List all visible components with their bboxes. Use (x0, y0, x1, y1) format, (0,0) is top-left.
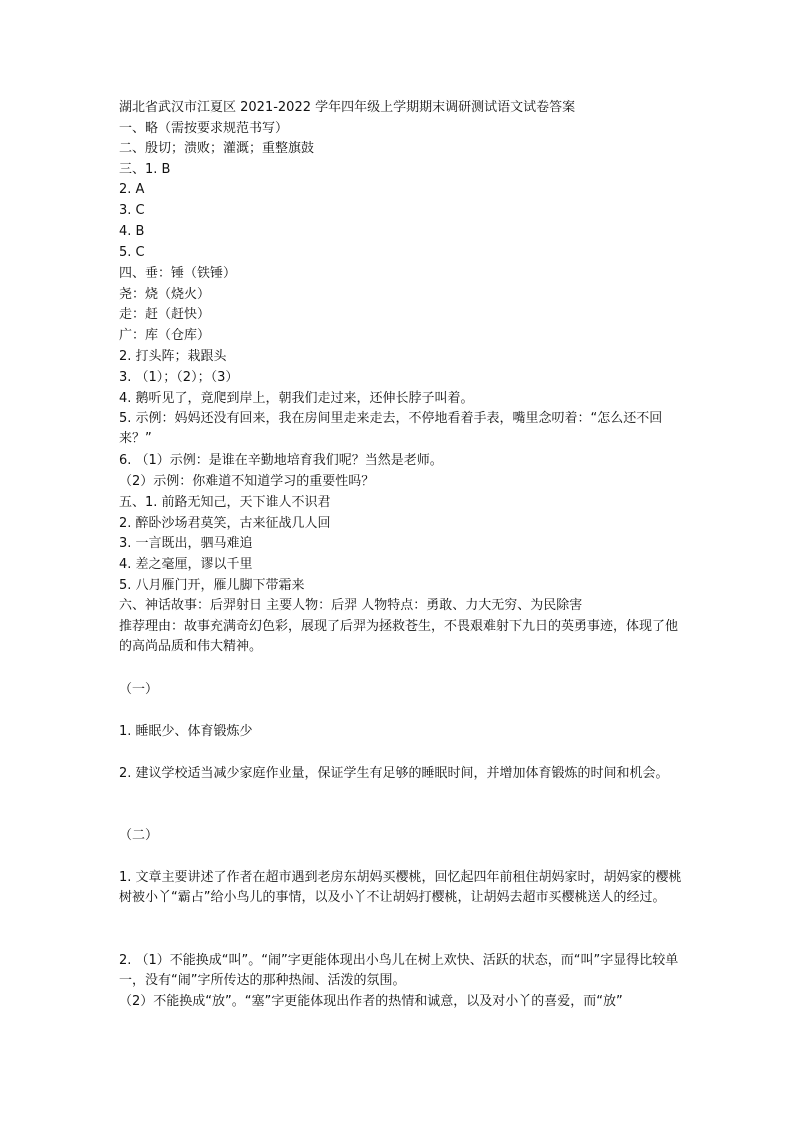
answer-line: （2）不能换成“放”。“塞”字更能体现出作者的热情和诚意，以及对小丫的喜爱，而“放” (119, 994, 623, 1009)
answer-line: 5. C (119, 245, 145, 260)
answer-line: 3. 一言既出，驷马难追 (119, 536, 253, 551)
answer-line: 6. （1）示例：是谁在辛勤地培育我们呢？当然是老师。 (119, 453, 443, 468)
answer-line: 4. 鹅听见了，竟爬到岸上，朝我们走过来，还伸长脖子叫着。 (119, 391, 474, 406)
answer-line: 5. 示例：妈妈还没有回来，我在房间里走来走去，不停地看着手表，嘴里念叨着：“怎么还不回来？” (119, 411, 663, 446)
answer-line: 五、1. 前路无知己，天下谁人不识君 (119, 495, 331, 510)
answer-line: 1. 文章主要讲述了作者在超市遇到老房东胡妈买樱桃，回忆起四年前租住胡妈家时，胡妈家的樱桃树被小丫“霸占”给小鸟儿的事情，以及小丫不让胡妈打樱桃，让胡妈去超市买樱桃送人的经过。 (119, 870, 682, 905)
answer-line: 尧：烧（烧火） (119, 287, 211, 302)
answer-line: 走：赶（赶快） (119, 307, 211, 322)
answer-line: 4. B (119, 224, 145, 239)
answer-line: 六、神话故事：后羿射日 主要人物：后羿 人物特点：勇敢、力大无穷、为民除害 (119, 598, 583, 613)
answer-line: 三、1. B (119, 162, 171, 177)
answer-line: 2. 建议学校适当减少家庭作业量，保证学生有足够的睡眠时间，并增加体育锻炼的时间和机会。 (119, 766, 669, 781)
answer-line: 1. 睡眠少、体育锻炼少 (119, 724, 253, 739)
answer-line: 2. 醉卧沙场君莫笑，古来征战几人回 (119, 516, 331, 531)
answer-line: （2）示例：你难道不知道学习的重要性吗？ (119, 474, 375, 489)
answer-line: 2. 打头阵；栽跟头 (119, 349, 227, 364)
answer-line: 推荐理由：故事充满奇幻色彩，展现了后羿为拯救苍生，不畏艰难射下九日的英勇事迹，体现了他的高尚品质和伟大精神。 (119, 619, 679, 654)
answer-line: 2. （1）不能换成“叫”。“闹”字更能体现出小鸟儿在树上欢快、活跃的状态，而“叫”字显得比较单一，没有“闹”字所传达的那种热闹、活泼的氛围。 (119, 953, 679, 988)
section-heading: （二） (119, 828, 159, 843)
answer-line: 5. 八月雁门开，雁儿脚下带霜来 (119, 578, 305, 593)
answer-line: 3. C (119, 203, 145, 218)
answer-line: 2. A (119, 182, 145, 197)
answer-line: 4. 差之毫厘，谬以千里 (119, 557, 253, 572)
answer-line: 一、略（需按要求规范书写） (119, 121, 289, 136)
document-title: 湖北省武汉市江夏区 2021-2022 学年四年级上学期期末调研测试语文试卷答案 (119, 100, 576, 115)
answer-line: 四、垂：锤（铁锤） (119, 266, 237, 281)
section-heading: （一） (119, 682, 159, 697)
answer-line: 广：库（仓库） (119, 328, 211, 343)
answer-line: 二、殷切；溃败；灌溉；重整旗鼓 (119, 141, 315, 156)
answer-line: 3. （1）；（2）；（3） (119, 370, 239, 385)
